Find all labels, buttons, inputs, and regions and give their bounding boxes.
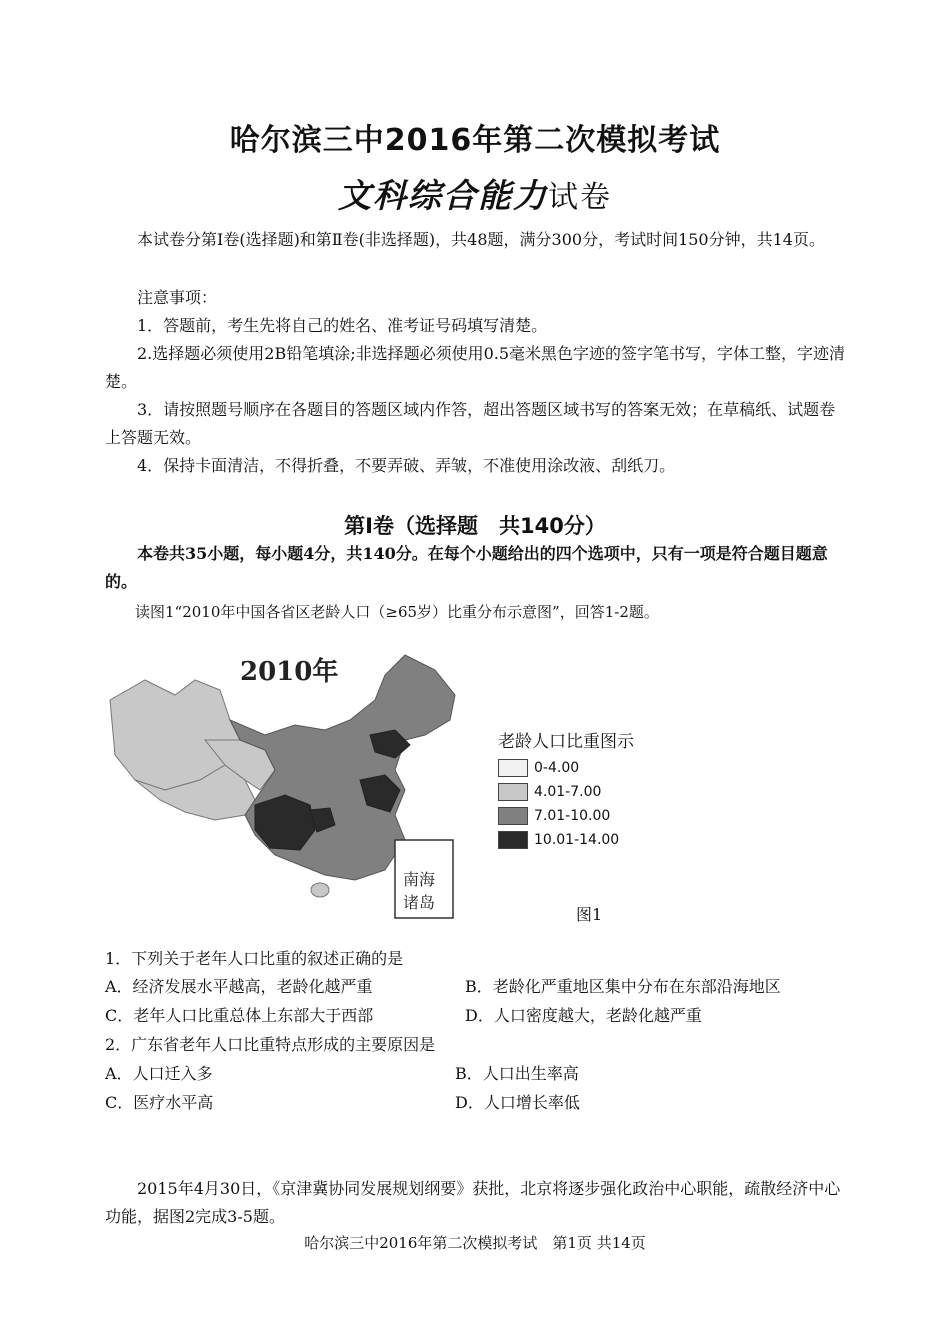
legend-item	[498, 828, 698, 852]
legend-label: 7.01-10.00	[534, 808, 611, 824]
section-heading: 第Ⅰ卷（选择题 共140分）	[344, 514, 606, 538]
intro-paragraph: 本试卷分第Ⅰ卷(选择题)和第Ⅱ卷(非选择题)，共48题，满分300分，考试时间150分钟，共14页。	[137, 230, 825, 249]
inset-label-line2: 诸岛	[403, 893, 436, 912]
subtitle-suffix: 试卷	[548, 180, 612, 215]
legend-item	[498, 756, 698, 780]
legend-swatch	[498, 831, 528, 849]
option-a: A．人口迁入多	[105, 1064, 213, 1083]
notice-item: 3．请按照题号顺序在各题目的答题区域内作答，超出答题区域书写的答案无效；在草稿纸、试题卷上答题无效。	[105, 400, 836, 447]
subtitle-main: 文科综合能力	[338, 176, 548, 215]
legend-label: 10.01-14.00	[534, 832, 620, 848]
map-legend	[498, 727, 698, 852]
question-stem: 1．下列关于老年人口比重的叙述正确的是	[105, 949, 404, 968]
option-c: C．医疗水平高	[105, 1093, 214, 1112]
legend-item	[498, 804, 698, 828]
map-year-label: 2010年	[240, 657, 339, 687]
notice-title: 注意事项：	[137, 288, 218, 307]
option-d: D．人口增长率低	[455, 1093, 580, 1112]
legend-title: 老龄人口比重图示	[498, 732, 634, 752]
option-b: B．人口出生率高	[455, 1064, 579, 1083]
question-lead: 读图1“2010年中国各省区老龄人口（≥65岁）比重分布示意图”，回答1-2题。	[135, 603, 659, 621]
legend-label: 4.01-7.00	[534, 784, 602, 800]
legend-label: 0-4.00	[534, 760, 580, 776]
inset-label-line1: 南海	[403, 870, 436, 889]
figure-caption: 图1	[576, 905, 603, 924]
exam-title: 哈尔滨三中2016年第二次模拟考试	[229, 123, 721, 158]
legend-item	[498, 780, 698, 804]
legend-swatch	[498, 783, 528, 801]
notice-item: 2.选择题必须使用2B铅笔填涂;非选择题必须使用0.5毫米黑色字迹的签字笔书写，字体工整，字迹清楚。	[105, 344, 846, 391]
notice-item: 4．保持卡面清洁，不得折叠，不要弄破、弄皱，不准使用涂改液、刮纸刀。	[137, 456, 676, 475]
page-footer: 哈尔滨三中2016年第二次模拟考试 第1页 共14页	[304, 1234, 646, 1252]
option-a: A．经济发展水平越高，老龄化越严重	[105, 977, 373, 996]
section-description: 本卷共35小题，每小题4分，共140分。在每个小题给出的四个选项中，只有一项是符合题目题意的。	[105, 544, 828, 591]
map-region-hainan	[311, 883, 329, 897]
legend-swatch	[498, 807, 528, 825]
option-d: D．人口密度越大，老龄化越严重	[465, 1006, 702, 1025]
question-stem: 2．广东省老年人口比重特点形成的主要原因是	[105, 1035, 436, 1054]
notice-item: 1．答题前，考生先将自己的姓名、准考证号码填写清楚。	[137, 316, 548, 335]
exam-subtitle	[0, 170, 950, 217]
passage: 2015年4月30日，《京津冀协同发展规划纲要》获批，北京将逐步强化政治中心职能，疏散经济中心功能，据图2完成3-5题。	[105, 1179, 841, 1226]
option-b: B．老龄化严重地区集中分布在东部沿海地区	[465, 977, 781, 996]
legend-swatch	[498, 759, 528, 777]
option-c: C．老年人口比重总体上东部大于西部	[105, 1006, 374, 1025]
